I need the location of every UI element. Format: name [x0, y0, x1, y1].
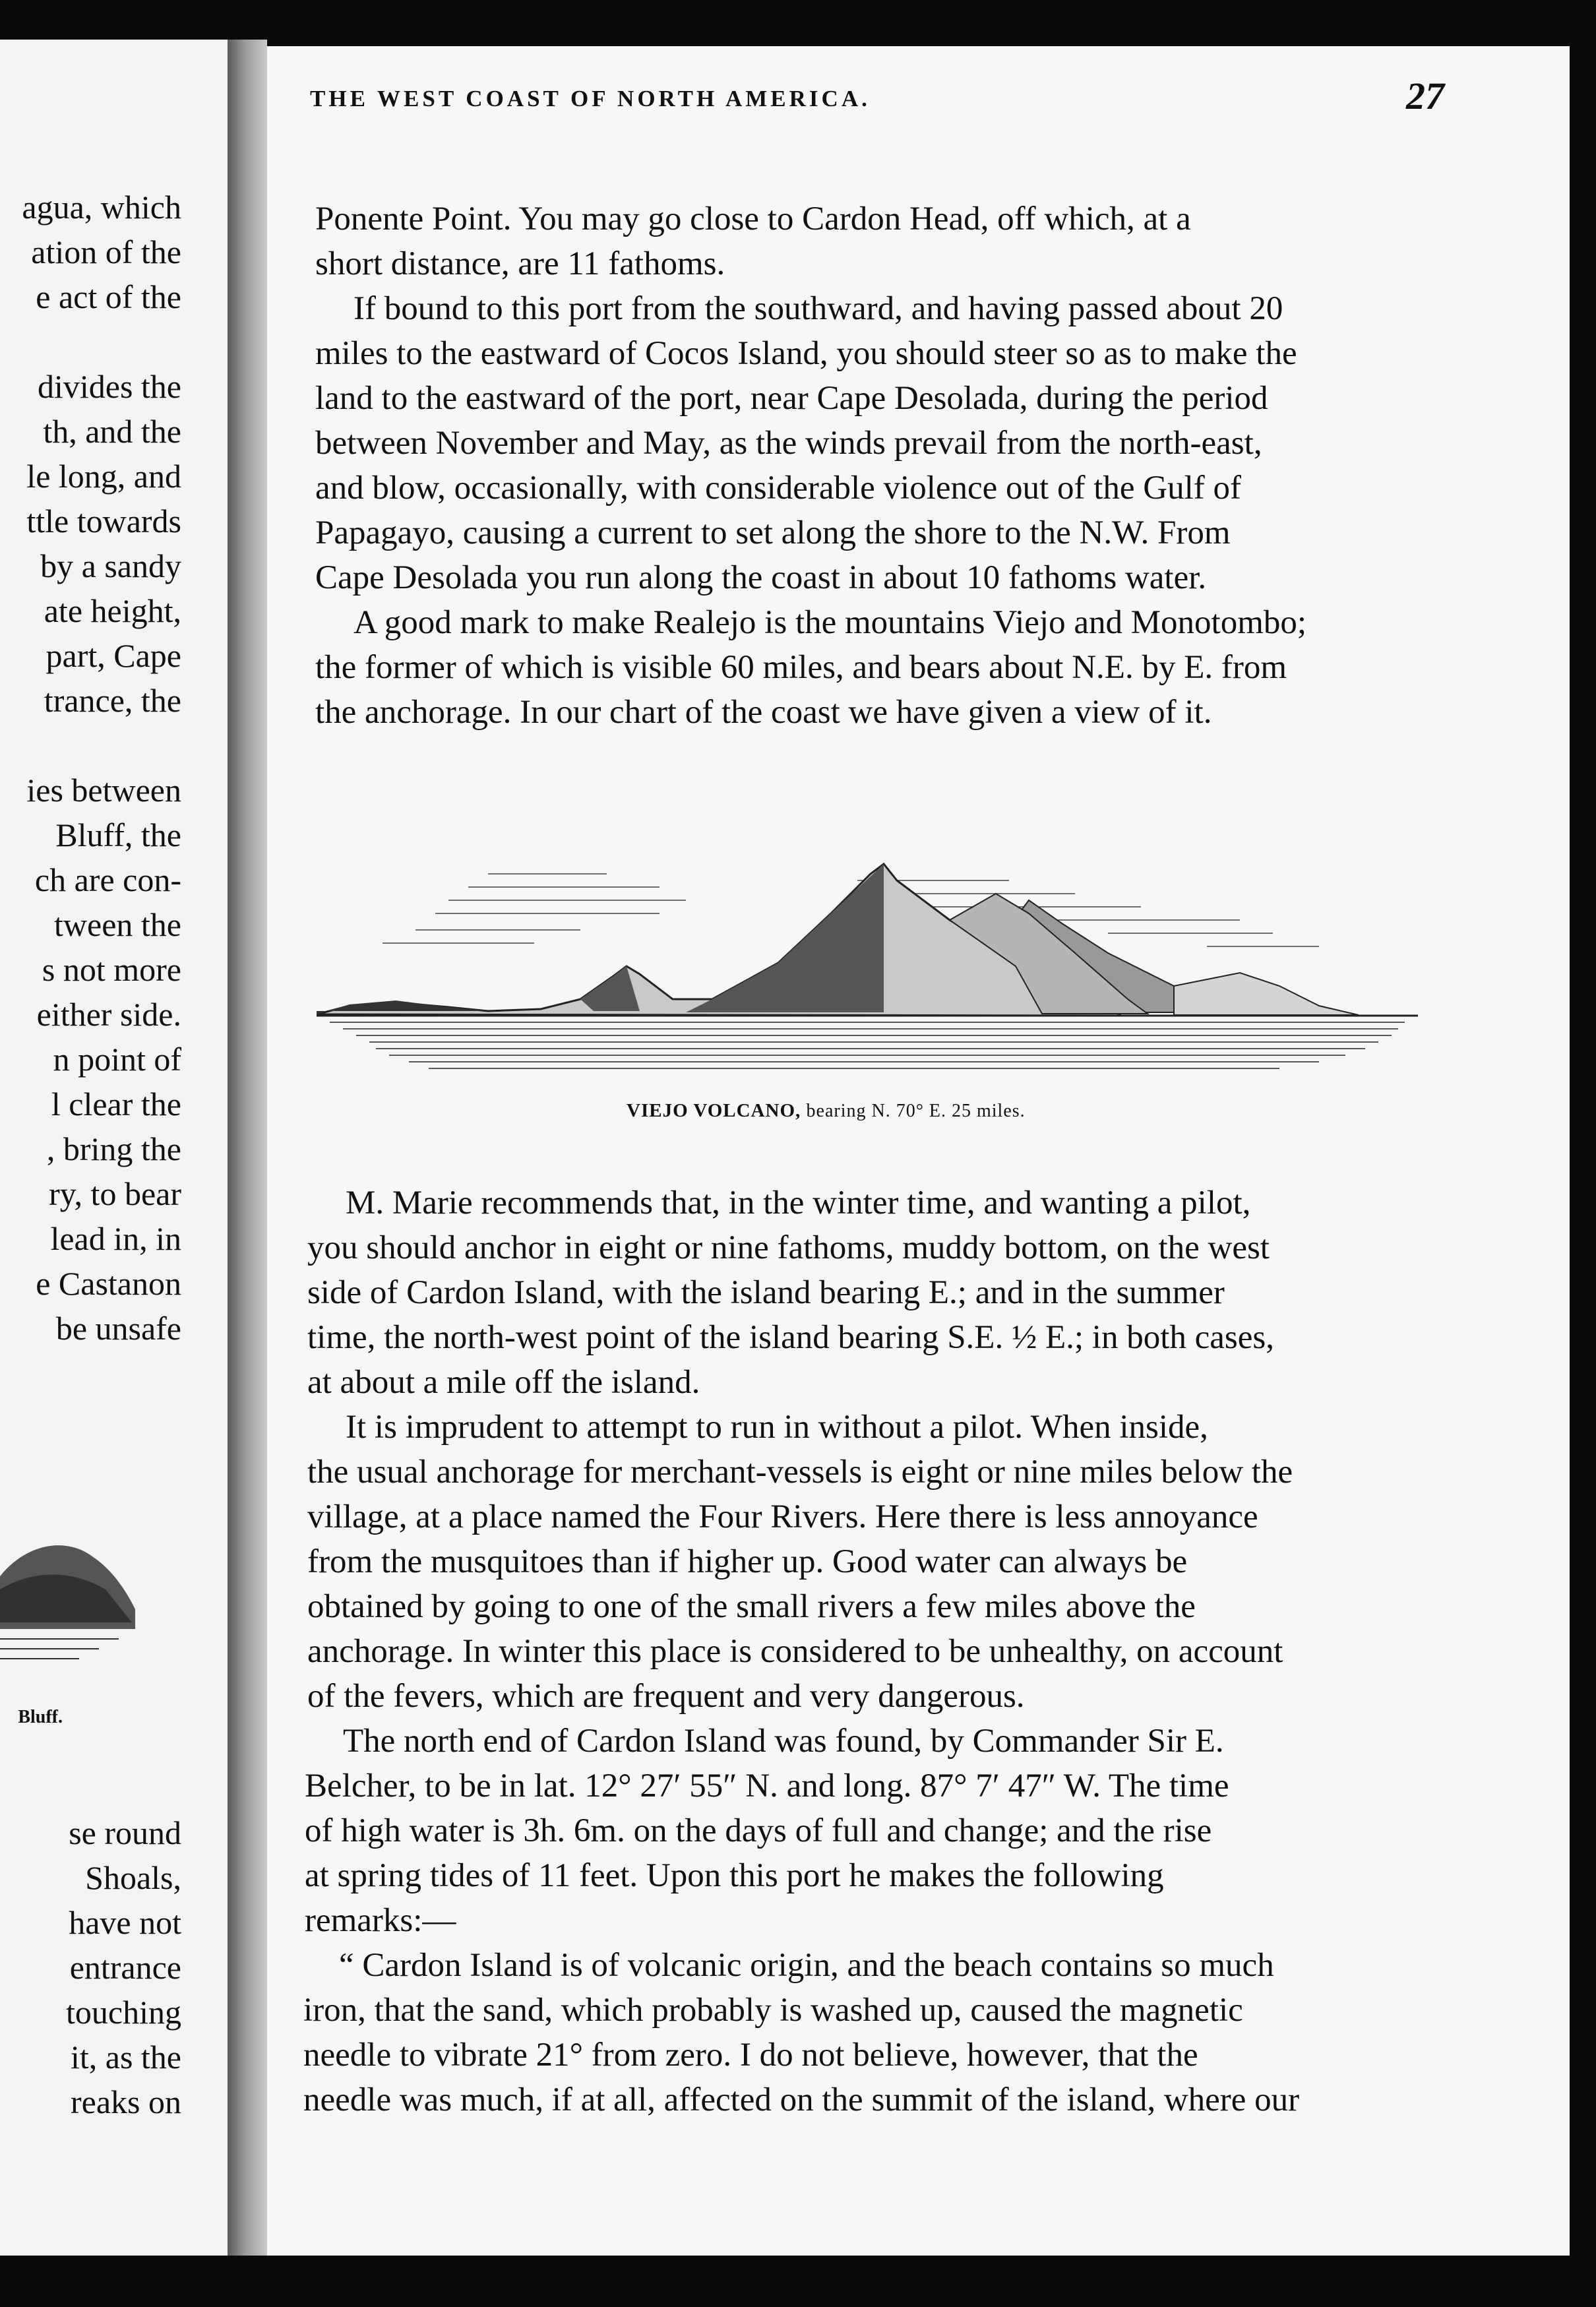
left-page-line: have not — [69, 1904, 181, 1941]
left-page-figure-caption: Bluff. — [18, 1707, 63, 1727]
left-page-line: entrance — [69, 1949, 181, 1986]
text-line: obtained by going to one of the small rivers a few miles above the — [307, 1588, 1196, 1625]
text-line: at about a mile off the island. — [307, 1364, 700, 1401]
text-line: miles to the eastward of Cocos Island, you should steer so as to make the — [315, 335, 1297, 372]
text-line: Ponente Point. You may go close to Cardon Head, off which, at a — [315, 200, 1191, 237]
left-page-line: th, and the — [43, 413, 181, 450]
text-line: village, at a place named the Four Rivers. Here there is less annoyance — [307, 1498, 1258, 1535]
text-line: Cape Desolada you run along the coast in about 10 fathoms water. — [315, 559, 1207, 596]
book-gutter — [228, 40, 267, 2256]
figure-caption — [627, 1100, 1026, 1122]
left-page-line: ry, to bear — [49, 1175, 181, 1212]
left-page-line: ies between — [26, 772, 181, 809]
text-line: remarks:— — [305, 1902, 456, 1939]
left-page-line: Shoals, — [85, 1859, 181, 1896]
left-page-line: se round — [69, 1814, 181, 1851]
text-line: A good mark to make Realejo is the mountains Viejo and Monotombo; — [353, 604, 1307, 641]
viejo-volcano-engraving — [317, 801, 1418, 1078]
left-page-line: be unsafe — [55, 1310, 181, 1347]
running-header: THE WEST COAST OF NORTH AMERICA. — [310, 86, 871, 111]
left-page-line: ation of the — [31, 233, 181, 270]
figure-caption-bearing: bearing N. 70° E. 25 miles. — [806, 1101, 1026, 1121]
figure-caption-title: VIEJO VOLCANO, — [627, 1100, 801, 1121]
left-page-line: e act of the — [36, 278, 181, 315]
text-line: M. Marie recommends that, in the winter time, and wanting a pilot, — [346, 1184, 1251, 1221]
text-line: needle was much, if at all, affected on the summit of the island, where our — [303, 2081, 1300, 2118]
text-line: anchorage. In winter this place is considered to be unhealthy, on account — [307, 1633, 1283, 1670]
left-page-line: by a sandy — [40, 547, 181, 584]
text-line: It is imprudent to attempt to run in without a pilot. When inside, — [346, 1409, 1208, 1446]
left-page-line: it, as the — [70, 2039, 181, 2076]
text-line: Papagayo, causing a current to set along the shore to the N.W. From — [315, 514, 1231, 551]
text-line: between November and May, as the winds prevail from the north-east, — [315, 425, 1262, 462]
text-line: If bound to this port from the southward, and having passed about 20 — [353, 290, 1283, 327]
left-page-line: divides the — [37, 368, 181, 405]
text-line: needle to vibrate 21° from zero. I do not believe, however, that the — [303, 2037, 1198, 2074]
text-line: “ Cardon Island is of volcanic origin, and the beach contains so much — [339, 1947, 1274, 1984]
text-line: the anchorage. In our chart of the coast we have given a view of it. — [315, 694, 1212, 731]
left-page-engraving — [0, 1517, 138, 1675]
left-page-line: agua, which — [22, 189, 181, 226]
left-page-line: le long, and — [26, 458, 181, 495]
text-line: and blow, occasionally, with considerable violence out of the Gulf of — [315, 470, 1241, 507]
left-page-line: ate height, — [44, 592, 181, 629]
left-page-line: s not more — [42, 951, 181, 988]
left-page-line: trance, the — [44, 682, 181, 719]
left-page-line: tween the — [54, 906, 181, 943]
text-line: of the fevers, which are frequent and very dangerous. — [307, 1678, 1025, 1715]
text-line: of high water is 3h. 6m. on the days of full and change; and the rise — [305, 1812, 1212, 1849]
text-line: the usual anchorage for merchant-vessels is eight or nine miles below the — [307, 1454, 1293, 1491]
text-line: from the musquitoes than if higher up. Good water can always be — [307, 1543, 1188, 1580]
left-page-line: , bring the — [46, 1130, 181, 1167]
left-page-line: either side. — [36, 996, 181, 1033]
text-line: side of Cardon Island, with the island bearing E.; and in the summer — [307, 1274, 1225, 1311]
left-page-line: touching — [66, 1994, 181, 2031]
left-page-line: Bluff, the — [55, 816, 181, 853]
text-line: land to the eastward of the port, near Cape Desolada, during the period — [315, 380, 1268, 417]
left-page-line: reaks on — [71, 2083, 181, 2120]
left-page-line: ttle towards — [26, 503, 181, 539]
text-line: iron, that the sand, which probably is washed up, caused the magnetic — [303, 1992, 1243, 2029]
text-line: at spring tides of 11 feet. Upon this port he makes the following — [305, 1857, 1164, 1894]
page-number: 27 — [1406, 75, 1444, 117]
left-page-line: l clear the — [51, 1086, 181, 1123]
text-line: short distance, are 11 fathoms. — [315, 245, 725, 282]
left-page-line: ch are con- — [34, 861, 181, 898]
left-page-line: part, Cape — [46, 637, 181, 674]
text-line: Belcher, to be in lat. 12° 27′ 55″ N. and long. 87° 7′ 47″ W. The time — [305, 1768, 1229, 1804]
left-page-line: e Castanon — [36, 1265, 181, 1302]
text-line: time, the north-west point of the island bearing S.E. ½ E.; in both cases, — [307, 1319, 1274, 1356]
left-page-line: lead in, in — [50, 1220, 181, 1257]
text-line: The north end of Cardon Island was found, by Commander Sir E. — [343, 1723, 1224, 1760]
left-page-line: n point of — [53, 1041, 181, 1078]
text-line: the former of which is visible 60 miles, and bears about N.E. by E. from — [315, 649, 1287, 686]
left-page-fragment — [0, 40, 228, 2256]
text-line: you should anchor in eight or nine fathoms, muddy bottom, on the west — [307, 1229, 1270, 1266]
